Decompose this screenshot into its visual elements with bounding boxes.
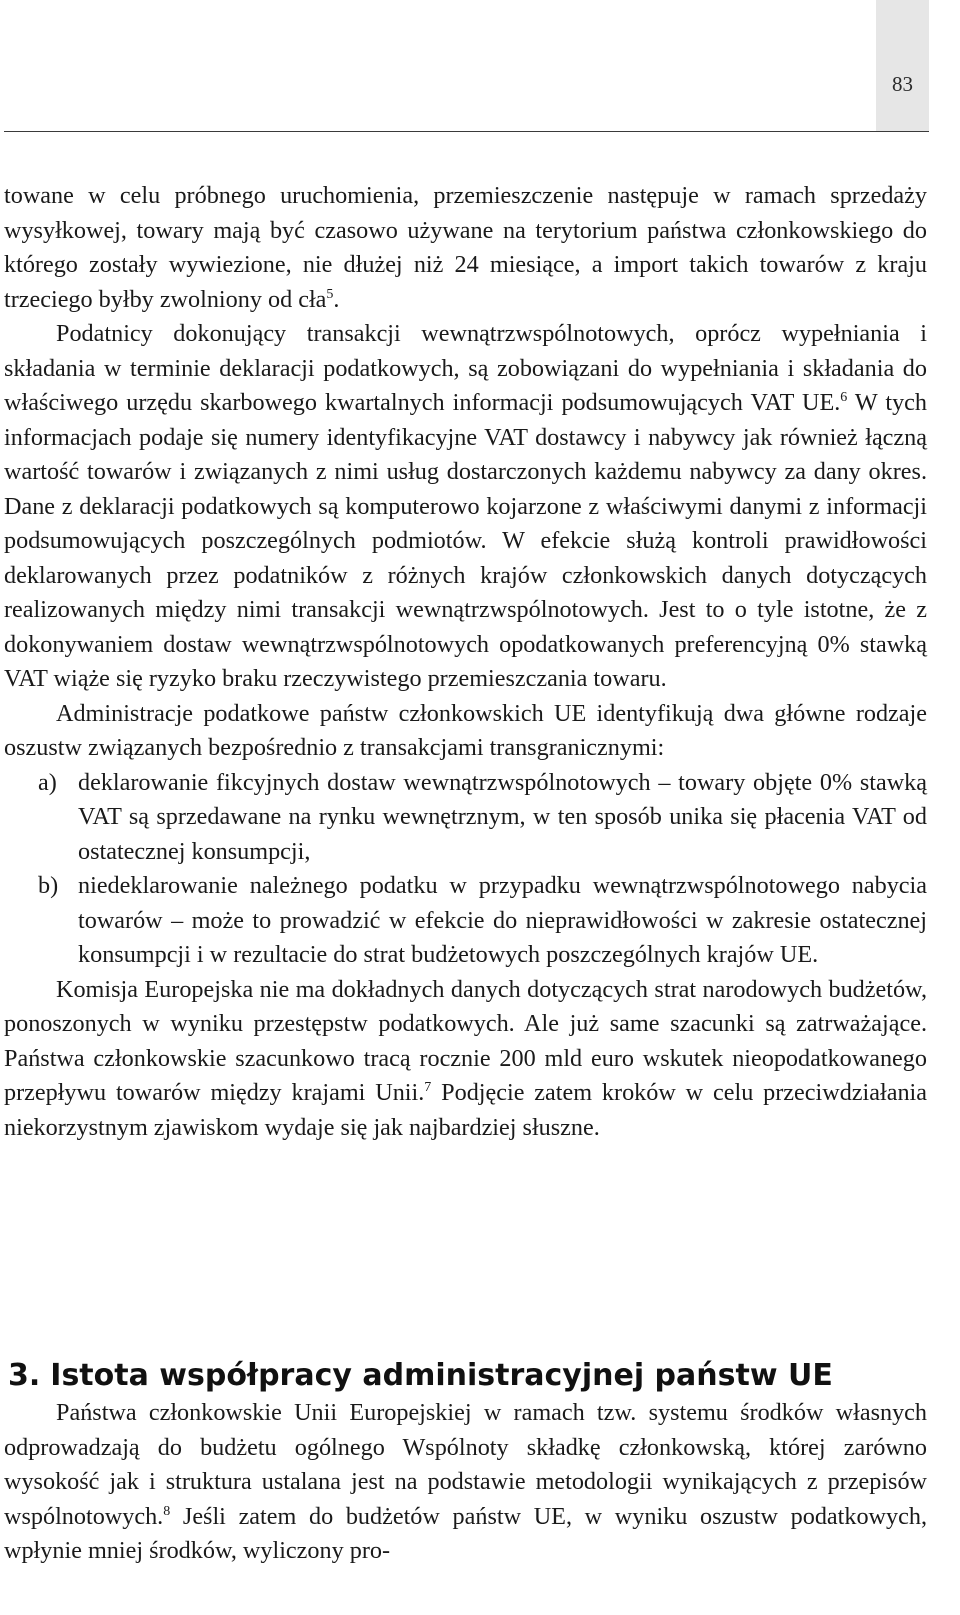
page-number-tab — [876, 0, 929, 131]
list-item — [4, 766, 927, 870]
paragraph-text-cont: W tych informacjach podaje się numery identyfikacyjne VAT dostawcy i nabywcy jak również łączną wartość towarów i związanych z nimi usług dostarczonych każdemu nabywcy za dany okres. Dane z deklaracji podatkowych są komputerowo kojarzone z właściwymi danymi z informacji podsumowujących poszczególnych podmiotów. W efekcie służą kontroli prawidłowości deklarowanych przez podatników z różnych krajów członkowskich danych dotyczących realizowanych między nimi transakcji wewnątrzwspólnotowych. Jest to o tyle istotne, że z dokonywaniem dostaw wewnątrzwspólnotowych opodatkowanych preferencyjną 0% stawką VAT wiąże się ryzyko braku rzeczywistego przemieszczania towaru. — [4, 389, 928, 692]
list-item — [4, 869, 927, 973]
list-item-text: niedeklarowanie należnego podatku w przypadku wewnątrzwspólnotowego nabycia towarów – może to prowadzić w efekcie do nieprawidłowości w zakresie ostatecznej konsumpcji i w rezultacie do strat budżetowych poszczególnych krajów UE. — [78, 872, 927, 968]
paragraph-fraud-types: Administracje podatkowe państw członkowskich UE identyfikują dwa główne rodzaje oszustw związanych bezpośrednio z transakcjami transgranicznymi: — [4, 699, 927, 761]
section-heading — [8, 1356, 908, 1396]
list-marker: a) — [38, 768, 57, 796]
paragraph-text-cont: Podjęcie zatem kroków w celu przeciwdziałania niekorzystnym zjawiskom wydaje się jak najbardziej słuszne. — [4, 1079, 927, 1141]
header-divider — [4, 131, 929, 132]
paragraph-continued — [4, 179, 927, 317]
footnote-ref-5[interactable]: 5 — [326, 286, 334, 302]
paragraph-text-end: . — [333, 285, 340, 313]
paragraph-own-resources — [4, 1396, 927, 1569]
paragraph-text: towane w celu próbnego uruchomienia, przemieszczenie następuje w ramach sprzedaży wysyłkowej, towary mają być czasowo używane na terytorium państwa członkowskiego do którego zostały wywiezione, nie dłużej niż 24 miesiące, a import takich towarów z kraju trzeciego byłby zwolniony od cła — [4, 182, 927, 313]
paragraph-text: Komisja Europejska nie ma dokładnych danych dotyczących strat narodowych budżetów, ponoszonych w wyniku przestępstw podatkowych. Ale już same szacunki są zatrważające. Państwa członkowskie szacunkowo tracą rocznie 200 mld euro wskutek nieopodatkowanego przepływu towarów między krajami Unii. — [4, 975, 927, 1106]
section-number: 3. — [8, 1357, 41, 1393]
section-body-text — [4, 1396, 927, 1569]
paragraph-vat-declarations — [4, 317, 927, 697]
list-marker: b) — [38, 872, 59, 899]
paragraph-text-cont: Jeśli zatem do budżetów państw UE, w wyniku oszustw podatkowych, wpłynie mniej środków, wyliczony pro- — [4, 1502, 927, 1564]
section-title: Istota współpracy administracyjnej państw UE — [50, 1357, 833, 1393]
body-text — [4, 179, 927, 1145]
footnote-ref-6[interactable]: 6 — [840, 389, 848, 405]
paragraph-text: Podatnicy dokonujący transakcji wewnątrzwspólnotowych, oprócz wypełniania i składania w terminie deklaracji podatkowych, są zobowiązani do wypełniania i składania do właściwego urzędu skarbowego kwartalnych informacji podsumowujących VAT UE. — [4, 320, 927, 416]
footnote-ref-7[interactable]: 7 — [424, 1079, 432, 1095]
paragraph-commission — [4, 973, 927, 1146]
fraud-types-list — [4, 766, 927, 973]
paragraph-text: Państwa członkowskie Unii Europejskiej w ramach tzw. systemu środków własnych odprowadzają do budżetu ogólnego Wspólnoty składkę członkowską, której zarówno wysokość jak i struktura ustalana jest na podstawie metodologii wynikających z przepisów wspólnotowych. — [4, 1399, 927, 1530]
list-item-text: deklarowanie fikcyjnych dostaw wewnątrzwspólnotowych – towary objęte 0% stawką VAT są sprzedawane na rynku wewnętrznym, w ten sposób unika się płacenia VAT od ostatecznej konsumpcji, — [78, 768, 927, 865]
page-number: 83 — [892, 72, 913, 96]
footnote-ref-8[interactable]: 8 — [163, 1503, 171, 1519]
